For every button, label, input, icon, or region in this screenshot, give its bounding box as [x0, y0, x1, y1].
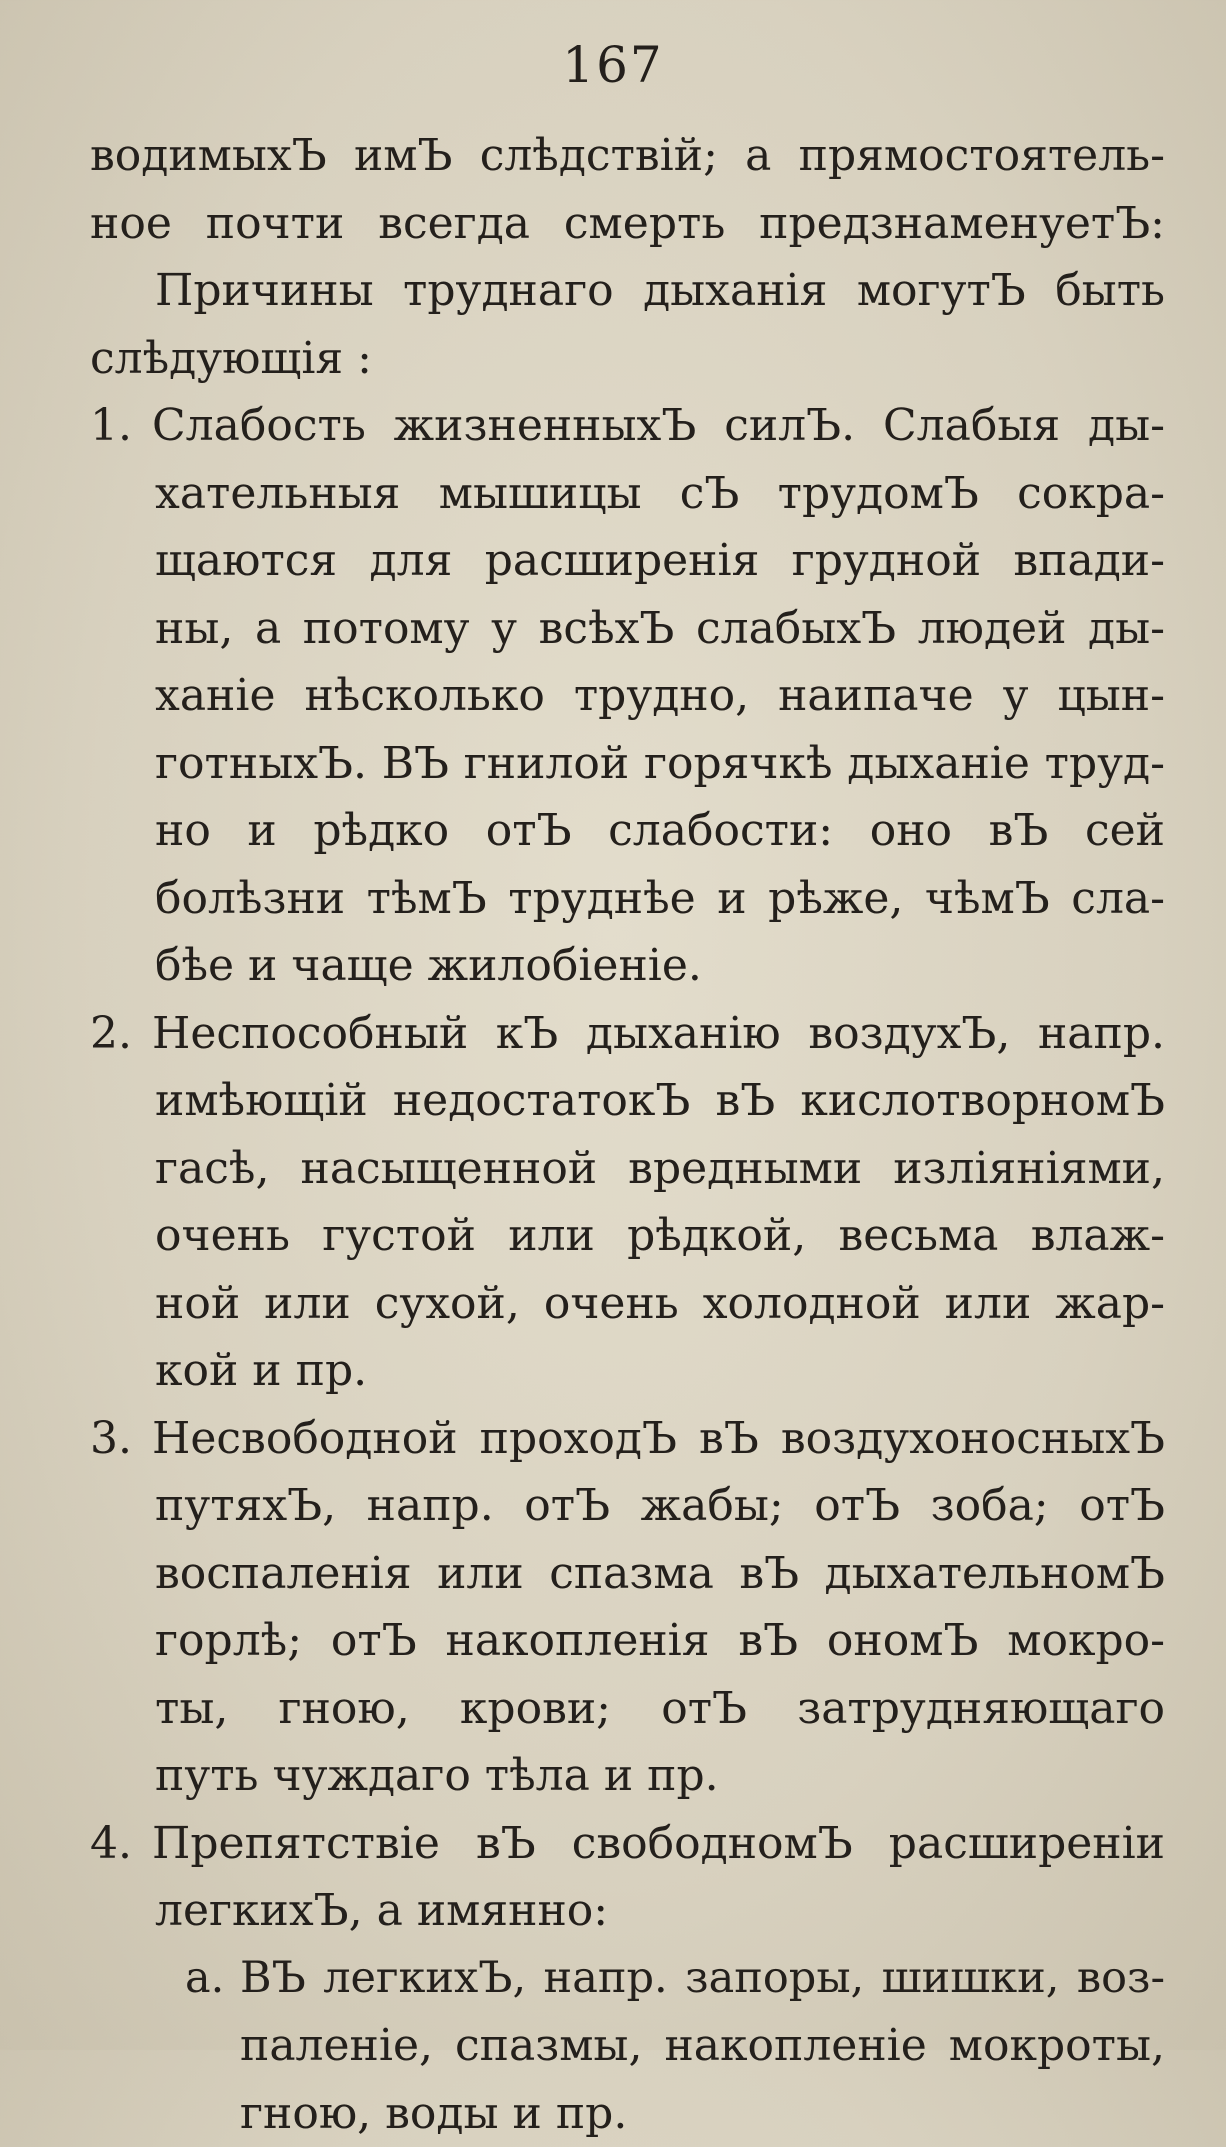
page-number: 167: [0, 36, 1226, 94]
line-text: но и рѣдко отЪ слабости: оно вЪ сей: [155, 805, 1165, 856]
text-line: [90, 1067, 1165, 1135]
text-line: [90, 1607, 1165, 1675]
text-line: [90, 2012, 1165, 2080]
text-line: [90, 257, 1165, 325]
line-text: имѣющій недостатокЪ вЪ кислотворномЪ: [155, 1075, 1165, 1126]
line-text: болѣзни тѣмЪ труднѣе и рѣже, чѣмЪ сла-: [155, 873, 1165, 924]
line-text: ВЪ легкихЪ, напр. запоры, шишки, воз-: [240, 1953, 1165, 2003]
line-text: паленіе, спазмы, накопленіе мокроты,: [240, 2020, 1165, 2071]
text-line: [90, 1202, 1165, 1270]
line-text: гасѣ, насыщенной вредными изліяніями,: [155, 1143, 1165, 1194]
line-text: Неспособный кЪ дыханію воздухЪ, напр.: [152, 1008, 1165, 1059]
line-text: ханіе нѣсколько трудно, наипаче у цын-: [155, 670, 1165, 721]
text-line: [90, 1000, 1165, 1068]
list-number: 3.: [90, 1405, 152, 1473]
list-number: 2.: [90, 1000, 152, 1068]
text-line: [90, 865, 1165, 933]
text-line: [90, 190, 1165, 258]
text-line: [90, 1742, 1165, 1810]
line-text: путь чуждаго тѣла и пр.: [155, 1750, 719, 1801]
text-line: [90, 1540, 1165, 1608]
line-text: легкихЪ, а имянно:: [155, 1885, 608, 1936]
line-text: Причины труднаго дыханія могутЪ быть: [155, 265, 1165, 316]
line-text: бѣе и чаще жилобіеніе.: [155, 940, 702, 991]
text-line: [90, 1877, 1165, 1945]
line-text: слѣдующія :: [90, 333, 372, 384]
line-text: горлѣ; отЪ накопленія вЪ ономЪ мокро-: [155, 1615, 1165, 1666]
line-text: ны, а потому у всѣхЪ слабыхЪ людей ды-: [155, 603, 1165, 654]
line-text: готныхЪ. ВЪ гнилой горячкѣ дыханіе труд-: [155, 738, 1165, 789]
text-line: [90, 1675, 1165, 1743]
text-line: [90, 1270, 1165, 1338]
text-line: [90, 325, 1165, 393]
text-line: [90, 1810, 1165, 1878]
text-line: [90, 1135, 1165, 1203]
text-line: [90, 460, 1165, 528]
text-line: [90, 1472, 1165, 1540]
line-text: ное почти всегда смерть предзнаменуетЪ:: [90, 198, 1165, 249]
line-text: водимыхЪ имЪ слѣдствій; а прямостоятель-: [90, 130, 1165, 181]
list-number: 1.: [90, 392, 152, 460]
line-text: ной или сухой, очень холодной или жар-: [155, 1278, 1165, 1329]
line-text: Несвободной проходЪ вЪ воздухоносныхЪ: [152, 1413, 1165, 1464]
text-line: [90, 595, 1165, 663]
line-text: Слабость жизненныхЪ силЪ. Слабыя ды-: [152, 400, 1165, 451]
line-text: щаются для расширенія грудной впади-: [155, 535, 1165, 586]
text-line: [90, 527, 1165, 595]
text-line: [90, 1337, 1165, 1405]
line-text: очень густой или рѣдкой, весьма влаж-: [155, 1210, 1165, 1261]
text-line: [90, 797, 1165, 865]
text-line: [90, 932, 1165, 1000]
text-line: [90, 730, 1165, 798]
list-number: 4.: [90, 1810, 152, 1878]
text-line: [90, 662, 1165, 730]
line-text: ты, гною, крови; отЪ затрудняющаго: [155, 1683, 1165, 1734]
line-text: путяхЪ, напр. отЪ жабы; отЪ зоба; отЪ: [155, 1480, 1165, 1531]
line-text: гною, воды и пр.: [240, 2088, 627, 2139]
line-text: хательныя мышицы сЪ трудомЪ сокра-: [155, 468, 1165, 519]
line-text: кой и пр.: [155, 1345, 367, 1396]
text-line: [90, 122, 1165, 190]
body-text: [90, 122, 1165, 2147]
line-text: Препятствіе вЪ свободномЪ расширеніи: [152, 1818, 1165, 1869]
text-line: [90, 392, 1165, 460]
sublist-letter: a.: [185, 1945, 240, 2013]
text-line: [90, 2080, 1165, 2147]
line-text: воспаленія или спазма вЪ дыхательномЪ: [155, 1548, 1165, 1599]
text-line: [90, 1945, 1165, 2013]
text-line: [90, 1405, 1165, 1473]
